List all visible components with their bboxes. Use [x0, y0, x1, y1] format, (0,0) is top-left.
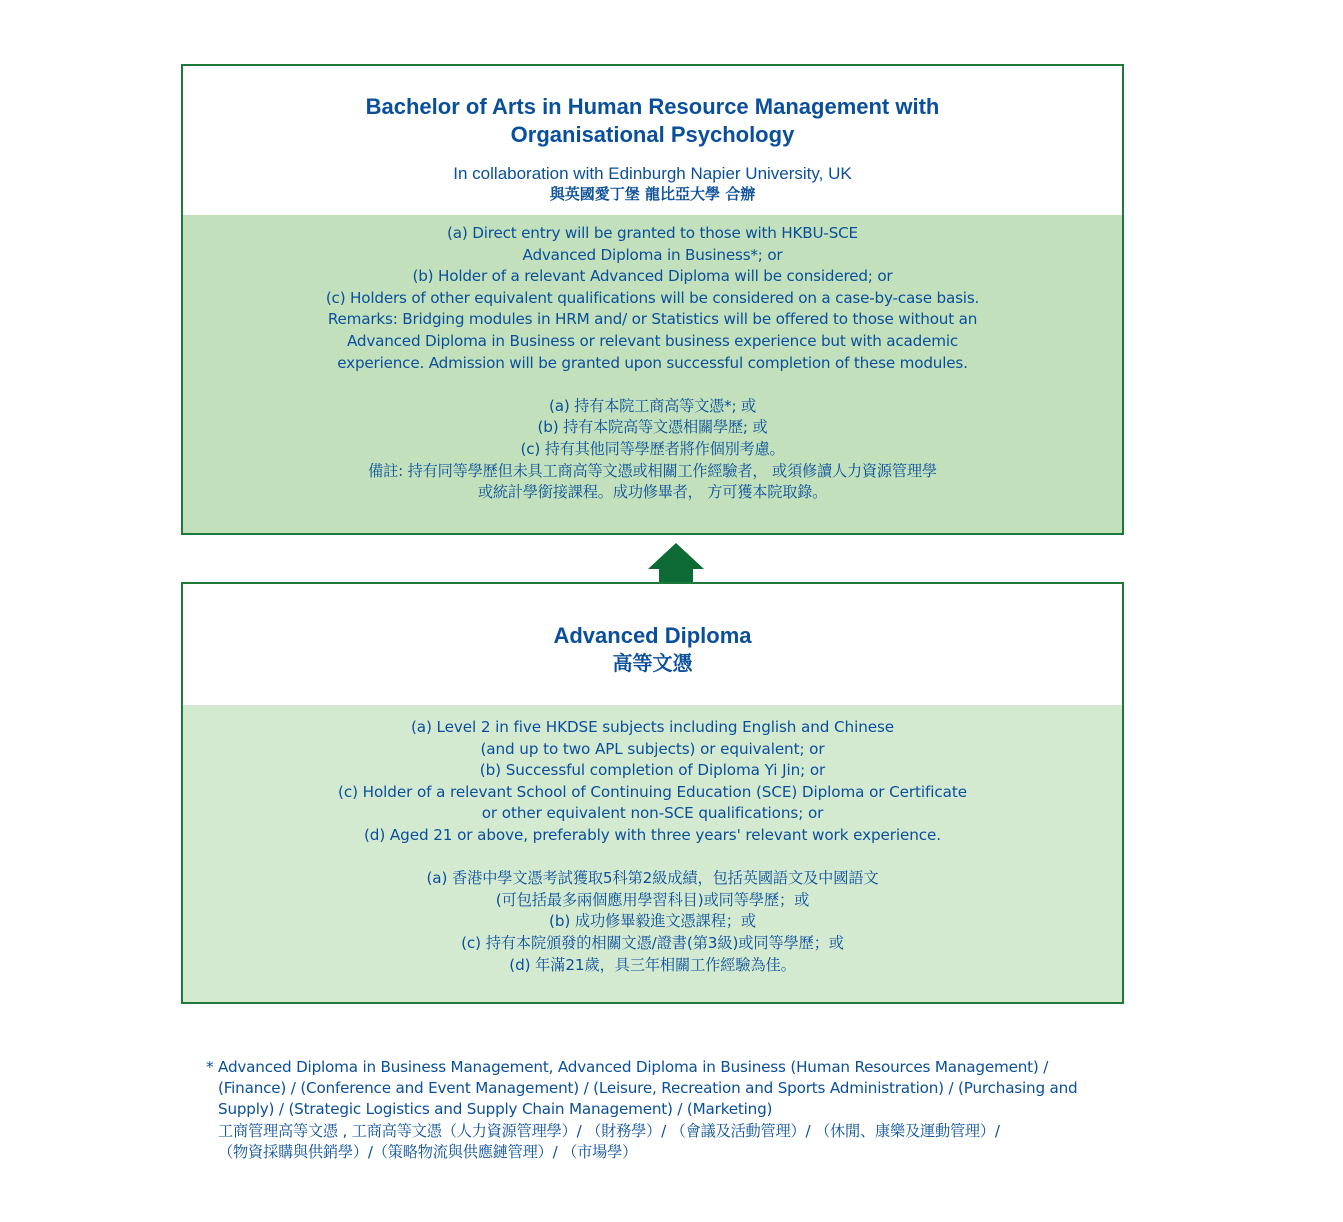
spacer: [183, 847, 1122, 869]
bachelor-req-en-line: Advanced Diploma in Business*; or: [522, 245, 783, 264]
bachelor-title-line2: Organisational Psychology: [510, 122, 795, 147]
diploma-req-zh-line: (b) 成功修畢毅進文憑課程；或: [549, 912, 756, 931]
advanced-diploma-requirements: [183, 705, 1122, 1002]
collaboration-subtitle-zh: 與英國愛丁堡 龍比亞大學 合辦: [549, 185, 756, 203]
diploma-req-en-line: or other equivalent non-SCE qualifications; or: [481, 804, 824, 823]
advanced-diploma-box: [181, 582, 1124, 1004]
bachelor-box: [181, 64, 1124, 535]
diploma-req-en-line: (and up to two APL subjects) or equivalent; or: [480, 739, 825, 758]
bachelor-req-en-line: (a) Direct entry will be granted to those with HKBU-SCE: [447, 224, 858, 242]
diploma-req-zh-line: (c) 持有本院頒發的相關文憑/證書(第3級)或同等學歷；或: [461, 933, 844, 952]
diploma-req-en-line: (a) Level 2 in five HKDSE subjects including English and Chinese: [410, 718, 895, 736]
footnote-line: * Advanced Diploma in Business Management, Advanced Diploma in Business (Human Resources Management) /: [206, 1058, 1049, 1076]
footnote-line: (Finance) / (Conference and Event Management) / (Leisure, Recreation and Sports Administration) / (Purchasing and: [218, 1079, 1078, 1098]
bachelor-req-zh-line: 或統計學銜接課程。成功修畢者， 方可獲本院取錄。: [477, 483, 828, 502]
diploma-req-en-line: (b) Successful completion of Diploma Yi Jin; or: [479, 761, 826, 780]
up-arrow-icon: [648, 543, 704, 582]
bachelor-req-en-line: Advanced Diploma in Business or relevant business experience but with academic: [346, 331, 959, 350]
bachelor-req-zh-line: 備註: 持有同等學歷但未具工商高等文憑或相關工作經驗者， 或須修讀人力資源管理學: [368, 461, 937, 480]
advanced-diploma-title: Advanced Diploma: [553, 623, 752, 648]
diploma-req-en-line: (c) Holder of a relevant School of Continuing Education (SCE) Diploma or Certificate: [338, 782, 967, 801]
arrow-shape: [648, 543, 704, 582]
bachelor-req-en-line: (c) Holders of other equivalent qualifications will be considered on a case-by-case basis.: [325, 288, 980, 307]
collaboration-subtitle: In collaboration with Edinburgh Napier University, UK: [453, 164, 852, 183]
bachelor-header: [183, 66, 1122, 215]
footnote-line: （物資採購與供銷學）/（策略物流與供應鏈管理）/ （市場學）: [218, 1142, 638, 1161]
footnote-line: Supply) / (Strategic Logistics and Supply Chain Management) / (Marketing): [218, 1100, 773, 1119]
footnote-line: 工商管理高等文憑 , 工商高等文憑（人力資源管理學）/ （財務學）/ （會議及活動管理）/ （休閒、康樂及運動管理）/: [218, 1121, 1000, 1140]
bachelor-req-en-line: experience. Admission will be granted upon successful completion of these modules.: [337, 353, 968, 372]
bachelor-requirements: [183, 215, 1122, 533]
diploma-req-zh-line: (可包括最多兩個應用學習科目)或同等學歷；或: [495, 890, 810, 909]
diploma-req-zh-line: (a) 香港中學文憑考試獲取5科第2級成績，包括英國語文及中國語文: [426, 869, 879, 888]
footnote: [206, 1057, 1106, 1163]
spacer: [183, 374, 1122, 396]
bachelor-req-en-line: Remarks: Bridging modules in HRM and/ or Statistics will be offered to those without an: [327, 310, 978, 329]
diploma-req-en-line: (d) Aged 21 or above, preferably with three years' relevant work experience.: [363, 825, 942, 844]
bachelor-req-zh-line: (a) 持有本院工商高等文憑*; 或: [549, 396, 756, 415]
advanced-diploma-title-zh: 高等文憑: [612, 651, 693, 675]
bachelor-req-zh-line: (b) 持有本院高等文憑相關學歷; 或: [537, 418, 768, 437]
bachelor-req-zh-line: (c) 持有其他同等學歷者將作個別考慮。: [520, 439, 785, 458]
bachelor-req-en-line: (b) Holder of a relevant Advanced Diploma will be considered; or: [412, 267, 893, 286]
advanced-diploma-header: [183, 584, 1122, 705]
diploma-req-zh-line: (d) 年滿21歲，具三年相關工作經驗為佳。: [509, 955, 796, 974]
bachelor-title-line1: Bachelor of Arts in Human Resource Management with: [365, 94, 940, 119]
